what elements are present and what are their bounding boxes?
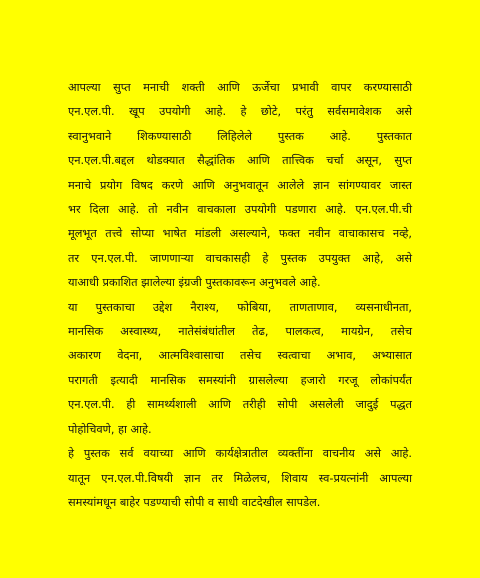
paragraph-line: या पुस्तकाचा उद्देश नैराश्य, फोबिया, ताणताणाव, व्यसनाधीनता, (68, 300, 412, 314)
paragraph-line: मानसिक अस्वास्थ्य, नातेसंबंधांतील तेढ, पालकत्व, मायग्रेन, तसेच (68, 325, 412, 339)
paragraph-line: समस्यांमधून बाहेर पडण्याची सोपी व साधी वाटदेखील सापडेल. (68, 495, 321, 509)
paragraph-line: स्वानुभवाने शिकण्यासाठी लिहिलेले पुस्तक आहे. पुस्तकात (68, 129, 412, 143)
paragraph-line: एन.एल.पी. ही सामर्थ्यशाली आणि तरीही सोपी असलेली जादुई पद्धत (68, 398, 412, 412)
paragraph-line: भर दिला आहे. तो नवीन वाचकाला उपयोगी पडणारा आहे. एन.एल.पी.ची (68, 203, 412, 217)
paragraph-line: मनाचे प्रयोग विषद करणे आणि अनुभवातून आलेले ज्ञान सांगण्यावर जास्त (68, 178, 412, 192)
paragraph-line: अकारण वेदना, आत्मविश्वासाचा तसेच स्वत्वाचा अभाव, अभ्यासात (68, 349, 412, 363)
paragraph-line: याआधी प्रकाशित झालेल्या इंग्रजी पुस्तकावरून अनुभवले आहे. (68, 276, 321, 290)
paragraph-line: परागती इत्यादी मानसिक समस्यांनी ग्रासलेल्या हजारो गरजू लोकांपर्यंत (68, 373, 412, 387)
paragraph-line: तर एन.एल.पी. जाणणाऱ्या वाचकासही हे पुस्तक उपयुक्त आहे, असे (68, 251, 412, 265)
paragraph-purpose (68, 296, 412, 442)
paragraph-line: एन.एल.पी.बद्दल थोडक्यात सैद्धांतिक आणि तात्त्विक चर्चा असून, सुप्त (68, 154, 412, 168)
paragraph-line: पोहोचिवणे, हा आहे. (68, 422, 152, 436)
back-cover-blurb (68, 76, 412, 515)
paragraph-line: मूलभूत तत्त्वे सोप्या भाषेत मांडली असल्याने, फक्त नवीन वाचाकासच नव्हे, (68, 227, 412, 241)
paragraph-audience (68, 442, 412, 515)
paragraph-line: एन.एल.पी. खूप उपयोगी आहे. हे छोटे, परंतु सर्वसमावेशक असे (68, 105, 412, 119)
paragraph-line: यातून एन.एल.पी.विषयी ज्ञान तर मिळेलच, शिवाय स्व-प्रयत्नांनी आपल्या (68, 471, 412, 485)
paragraph-line: आपल्या सुप्त मनाची शक्ती आणि ऊर्जेचा प्रभावी वापर करण्यासाठी (68, 81, 412, 94)
paragraph-introduction (68, 76, 412, 296)
paragraph-line: हे पुस्तक सर्व वयाच्या आणि कार्यक्षेत्रातील व्यक्तींना वाचनीय असे आहे. (68, 447, 412, 461)
